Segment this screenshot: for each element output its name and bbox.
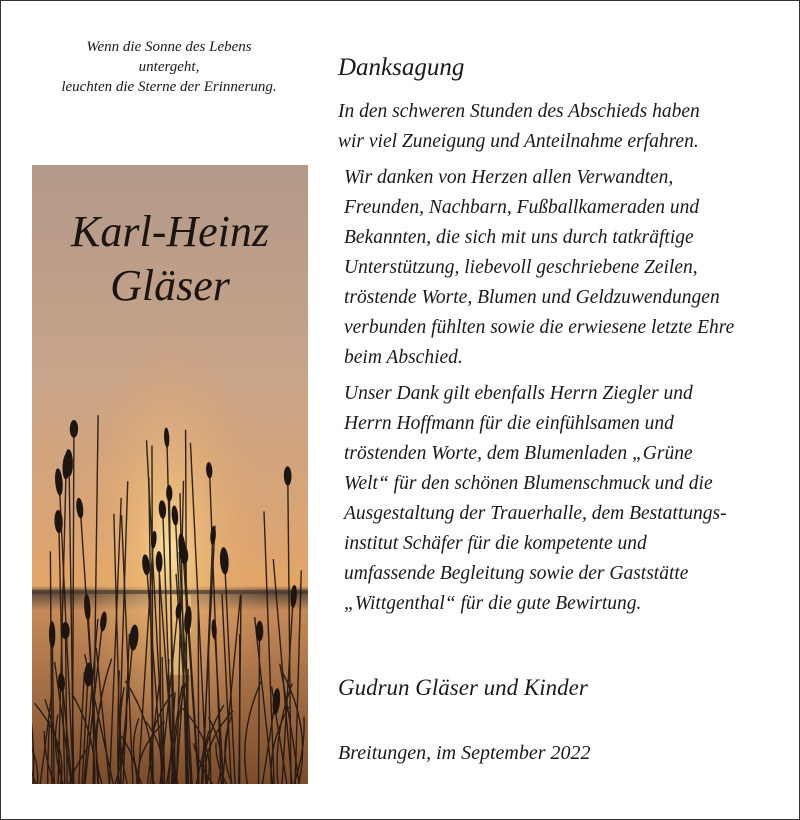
quote-line: Wenn die Sonne des Lebens [86,39,252,55]
text-line: wir viel Zuneigung und Anteilnahme erfahren. [338,131,699,152]
quote-line: leuchten die Sterne der Erinnerung. [61,79,277,95]
quote-line: untergeht, [138,59,200,75]
text-line: tröstenden Worte, dem Blumenladen „Grüne [344,443,693,464]
text-line: Ausgestaltung der Trauerhalle, dem Bestattungs- [344,503,727,524]
first-name: Karl-Heinz [71,207,269,256]
signature: Gudrun Gläser und Kinder [338,675,588,700]
text-line: Welt“ für den schönen Blumenschmuck und die [344,473,713,494]
text-line: Unser Dank gilt ebenfalls Herrn Ziegler und [344,383,693,404]
place-and-date: Breitungen, im September 2022 [338,742,591,764]
sunset-reeds-image [32,165,308,784]
text-line: Herrn Hoffmann für die einfühlsamen und [344,413,674,434]
text-line: tröstende Worte, Blumen und Geldzuwendungen [344,287,720,308]
paragraph-1 [338,97,783,157]
text-line: beim Abschied. [344,347,463,368]
text-line: Wir danken von Herzen allen Verwandten, [344,167,674,188]
text-line: In den schweren Stunden des Abschieds haben [338,101,700,122]
last-name: Gläser [110,261,230,310]
text-line: Bekannten, die sich mit uns durch tatkräftige [344,227,694,248]
thank-you-text [338,51,783,625]
paragraph-2 [338,163,783,373]
paragraph-3 [338,379,783,619]
text-line: Unterstützung, liebevoll geschriebene Zeilen, [344,257,698,278]
deceased-name [32,205,308,313]
text-line: Freunden, Nachbarn, Fußballkameraden und [344,197,700,218]
memorial-quote [29,37,309,97]
text-line: verbunden fühlten sowie die erwiesene letzte Ehre [344,317,735,338]
text-line: umfassende Begleitung sowie der Gaststätte [344,563,689,584]
text-line: institut Schäfer für die kompetente und [344,533,647,554]
heading: Danksagung [338,54,465,81]
text-line: „Wittgenthal“ für die gute Bewirtung. [344,593,642,614]
